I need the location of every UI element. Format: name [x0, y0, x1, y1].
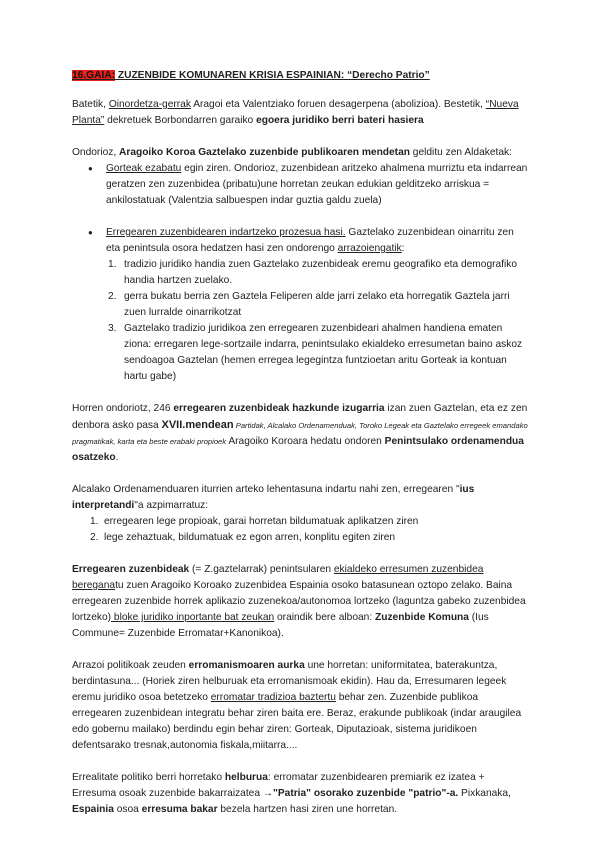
- title-text: ZUZENBIDE KOMUNAREN KRISIA ESPAINIAN: “Derecho Patrio”: [115, 70, 430, 81]
- list-number: 3.: [108, 323, 117, 334]
- text: Pixkanaka,: [458, 788, 511, 799]
- list-item: [72, 321, 528, 385]
- text: (= Z.gaztelarrak) penintsularen: [189, 564, 334, 575]
- list-item: [72, 257, 528, 289]
- bold-text: XVII.mendean: [161, 419, 234, 431]
- paragraph-alcala: [72, 482, 528, 514]
- text: Horren ondoriotz, 246: [72, 403, 174, 414]
- text: "a azpimarratuz:: [134, 500, 209, 511]
- underlined-text: Erregearen zuzenbidearen indartzeko prozesua hasi.: [106, 227, 346, 238]
- text: Aragoiko Koroara hedatu ondoren: [226, 436, 385, 447]
- paragraph-arrazoi-politikoak: [72, 658, 528, 754]
- text: tu zuen Aragoiko Koroako zuzenbidea Espainia osoko batasunean oztopo zelako. Baina erregearen zuzenbide horrek aplikazio zuzenekoa/autonomoa lortzeko (laguntza gabeko zuzenbidea lortzeko): [72, 580, 526, 623]
- list-item: [72, 530, 528, 546]
- bold-text: Erregearen zuzenbideak: [72, 564, 190, 575]
- text: Arrazoi politikoak zeuden: [72, 660, 189, 671]
- underlined-text: erromatar tradizioa baztertu: [210, 692, 336, 703]
- bold-text: erromanismoaren aurka: [188, 660, 305, 671]
- list-text: erregearen lege propioak, garai horretan bildumatuak aplikatzen ziren: [104, 516, 419, 527]
- list-item: [72, 289, 528, 321]
- list-number: 2.: [90, 532, 99, 543]
- bold-text: helburua: [224, 772, 268, 783]
- list-text: gerra bukatu berria zen Gaztela Feliperen alde jarri zelako eta horregatik Gaztela jarri zuen lurralde oinarrikotzat: [124, 291, 510, 318]
- underlined-text: “Nueva Planta”: [72, 99, 519, 126]
- paragraph-erregearen-zuzenbideak: [72, 562, 528, 642]
- list-text: Gaztelako tradizio juridikoa zen erregearen zuzenbideari ahalmen handiena ematen ziona: erregaren lege-sortzaile indarra, penintsulako ekialdeko erresumetan baino askoz sendoagoa Gaztelan (hemen erregea legegintza funtzioetan aritu Gorteak ia kontuan hartu gabe): [124, 323, 523, 382]
- text: Alcalako Ordenamenduaren iturrien arteko lehentasuna indartu nahi zen, erregearen ": [72, 484, 460, 495]
- bold-text: Zuzenbide Komuna: [375, 612, 469, 623]
- underlined-text: ekialdeko erresumen zuzenbidea beregana: [72, 564, 484, 591]
- underlined-text: arrazoiengatik: [337, 243, 402, 254]
- bold-text: erresuma bakar: [141, 804, 218, 815]
- list-text: lege zehaztuak, bildumatuak ez egon arren, konplitu egiten ziren: [104, 532, 396, 543]
- text: dekretuek Borbondarren garaiko: [104, 115, 257, 126]
- small-italic-text: Partidak, Alcalako Ordenamenduak, Toroko Legeak eta Gaztelako erregeek emandako pragmatikak, karta eta beste erabaki propioek: [72, 421, 528, 446]
- bullet-gorteak: [72, 161, 528, 209]
- underlined-text: bloke juridiko inportante bat zeukan: [111, 612, 275, 623]
- text: bezela hartzen hasi ziren une horretan.: [217, 804, 398, 815]
- text: Gaztelako zuzenbidean oinarritu zen eta penintsula osora hedatzen hasi zen ondorengo: [106, 227, 514, 254]
- list-item: [72, 514, 528, 530]
- bold-text: Espainia: [72, 804, 114, 815]
- text: :: [401, 243, 405, 254]
- bold-text: "Patria" osorako zuzenbide "patrio"-a.: [273, 788, 459, 799]
- underlined-text: Gorteak ezabatu: [106, 163, 182, 174]
- underlined-text: Oinordetza-gerrak: [108, 99, 191, 110]
- bold-text: Aragoiko Koroa Gaztelako zuzenbide publikoaren mendetan: [119, 147, 410, 158]
- bullet-erregearen: [72, 225, 528, 257]
- bold-text: erregearen zuzenbideak hazkunde izugarria: [173, 403, 385, 414]
- bold-text: egoera juridiko berri bateri hasiera: [256, 115, 424, 126]
- paragraph-errealitate: [72, 770, 528, 818]
- title-highlight: 16.GAIA:: [72, 70, 116, 81]
- paragraph-intro: [72, 97, 528, 129]
- text: Batetik,: [72, 99, 109, 110]
- text: osoa: [113, 804, 142, 815]
- list-text: tradizio juridiko handia zuen Gaztelako zuzenbideak eremu geografiko eta demografiko handia hartzen zuelako.: [124, 259, 518, 286]
- text: behar zen. Zuzenbide publikoa erregearen zuzenbidean integratu behar ziren baita ere. Beraz, erakunde publikoak (indar araugilea edo gobernu mailako) berdindu egin behar ziren: Gorteak, Diputazioak, sistema juridikoen defentsarako tresnak,autonomia fiskala,miitarra....: [72, 692, 522, 751]
- text: Aragoi eta Valentziako foruen desagerpena (abolizioa). Bestetik,: [190, 99, 486, 110]
- text: oraindik bere alboan:: [274, 612, 375, 623]
- bold-text: ius interpretandi: [72, 484, 475, 511]
- text: izan zuen Gaztelan, eta ez zen denbora asko pasa: [72, 403, 528, 431]
- text: : erromatar zuzenbidearen premiarik ez izatea + Erresuma osoak zuzenbide bakarraizatea →: [72, 772, 485, 799]
- page-title: [72, 70, 528, 81]
- list-number: 1.: [90, 516, 99, 527]
- text: egin ziren. Ondorioz, zuzenbidean aritzeko ahalmena murriztu eta indarrean geratzen zen zuzenbidea (pribatu)une horretan zeukan edukian gelditzeko arriskua = ankilostatuak (Valentzia salbuespen indar guztia galdu zuela): [106, 163, 528, 206]
- text: Ondorioz,: [72, 147, 119, 158]
- text: Errealitate politiko berri horretako: [72, 772, 225, 783]
- paragraph-ondorioz: [72, 145, 528, 161]
- bold-text: Penintsulako ordenamendua osatzeko: [72, 436, 524, 463]
- text: (Ius Commune= Zuzenbide Erromatar+Kanonikoa).: [72, 612, 489, 639]
- list-number: 1.: [108, 259, 117, 270]
- text: .: [115, 452, 119, 463]
- text: une horretan: uniformitatea, baterakuntza, berdintasuna... (Horiek ziren helburuak eta erromanismoak ekidin). Hau da, Erresumaren legeek eremu juridiko osoa betetzeko: [72, 660, 507, 703]
- text: gelditu zen Aldaketak:: [409, 147, 512, 158]
- list-number: 2.: [108, 291, 117, 302]
- paragraph-horren-ondoriotz: [72, 401, 528, 466]
